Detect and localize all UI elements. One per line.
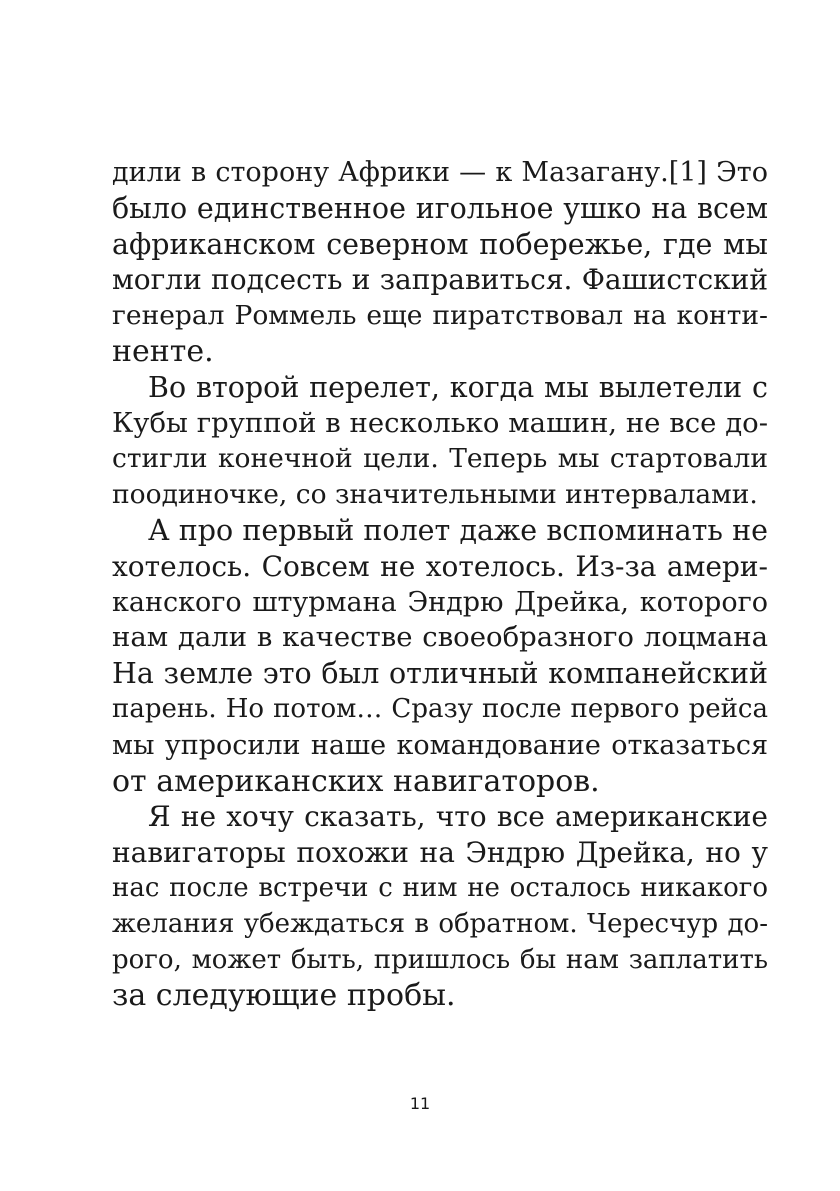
text-line: Я не хочу сказать, что все американские <box>148 800 768 834</box>
paragraph <box>112 370 768 513</box>
text-line: парень. Но потом… Сразу после первого рейса <box>112 693 768 724</box>
text-line: канского штурмана Эндрю Дрейка, которого <box>112 586 768 618</box>
text-line: навигаторы похожи на Эндрю Дрейка, но у <box>112 836 768 870</box>
page-number: 11 <box>409 1094 431 1113</box>
text-line: Во второй перелет, когда мы вылетели с <box>148 370 768 404</box>
text-line: На земле это был отличный компанейский <box>112 657 768 691</box>
text-line: дили в сторону Африки — к Мазагану.[1] Это <box>112 157 768 188</box>
text-line: нам дали в качестве своеобразного лоцмана <box>112 621 768 654</box>
text-line: было единственное игольное ушко на всем <box>112 191 768 225</box>
paragraph-continued <box>112 155 768 370</box>
text-line: хотелось. Совсем не хотелось. Из-за амери- <box>112 549 768 583</box>
text-line: африканском северном побережье, где мы <box>112 227 768 261</box>
text-line: рого, может быть, пришлось бы нам заплатить <box>112 944 768 975</box>
text-line: мы упросили наше командование отказаться <box>112 729 768 761</box>
text-line: А про первый полет даже вспоминать не <box>148 513 768 547</box>
text-line: желания убеждаться в обратном. Чересчур до- <box>112 908 768 939</box>
text-line: могли подсесть и заправиться. Фашистский <box>112 263 768 297</box>
text-line: нас после встречи с ним не осталось никакого <box>112 872 768 903</box>
text-line: ненте. <box>112 333 214 369</box>
text-line: от американских навигаторов. <box>112 763 600 799</box>
text-line: поодиночке, со значительными интервалами. <box>112 479 758 511</box>
paragraph <box>112 513 768 799</box>
text-line: стигли конечной цели. Теперь мы стартовали <box>112 443 768 475</box>
text-line: за следующие пробы. <box>112 978 456 1014</box>
text-line: Кубы группой в несколько машин, не все до- <box>112 406 768 439</box>
body-text <box>112 155 768 1014</box>
paragraph <box>112 799 768 1014</box>
text-line: генерал Роммель еще пиратствовал на конти- <box>112 300 768 332</box>
